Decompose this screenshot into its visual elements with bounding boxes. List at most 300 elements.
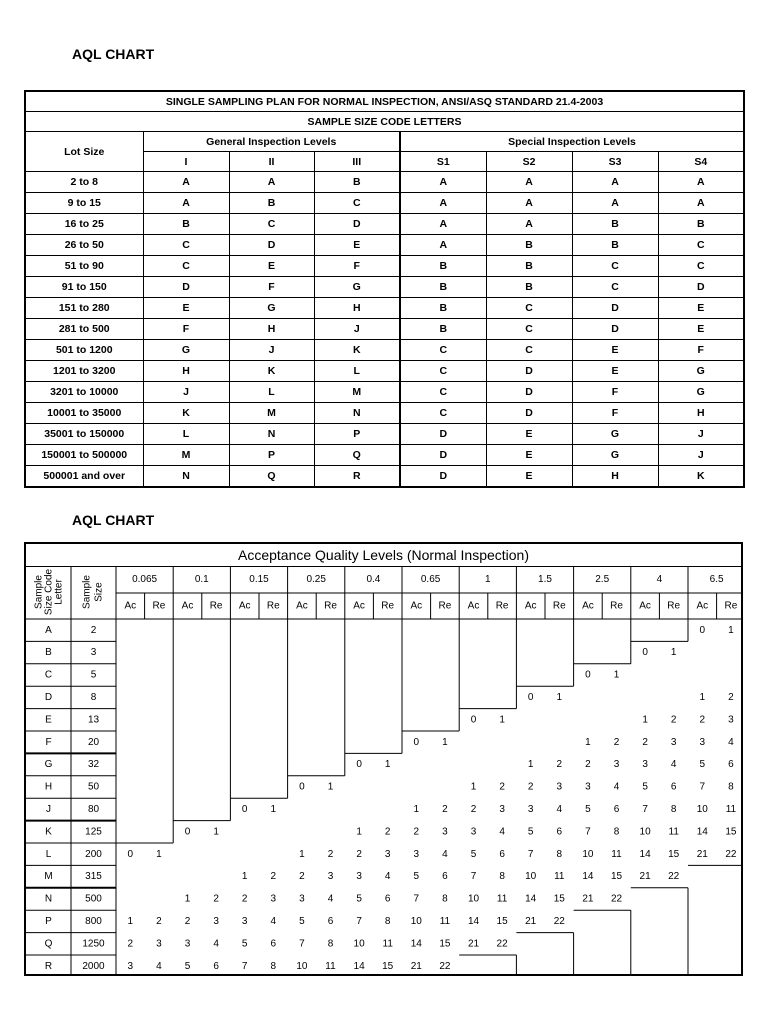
level-header-s3: S3 [572, 152, 658, 172]
code-letter-cell: D [400, 424, 486, 445]
ac-value: 10 [639, 826, 651, 838]
ac-value: 1 [299, 848, 305, 860]
code-letter-cell: A [45, 624, 52, 636]
table-row [25, 424, 744, 445]
table1-title: SINGLE SAMPLING PLAN FOR NORMAL INSPECTION, ANSI/ASQ STANDARD 21.4-2003 [25, 91, 744, 112]
re-value: 4 [670, 759, 677, 771]
re-value: 1 [499, 714, 505, 726]
code-letter-cell: L [229, 382, 314, 403]
code-letter-cell: G [572, 424, 658, 445]
ac-value: 14 [639, 848, 651, 860]
code-letter-cell: H [658, 403, 744, 424]
code-letter-cell: B [314, 172, 400, 193]
ac-header: Ac [696, 600, 709, 612]
sample-size-cell: 315 [85, 871, 102, 883]
re-value: 4 [213, 938, 219, 950]
re-value: 8 [670, 804, 677, 816]
aql-level-header: 2.5 [595, 574, 610, 586]
lot-size-cell: 500001 and over [25, 466, 143, 488]
ac-value: 10 [582, 848, 594, 860]
re-value: 1 [556, 692, 563, 704]
ac-value: 21 [410, 960, 422, 972]
ac-header: Ac [467, 600, 480, 612]
lot-size-cell: 9 to 15 [25, 193, 143, 214]
general-inspection-header: General Inspection Levels [143, 132, 400, 152]
table-row [25, 319, 744, 340]
sample-size-header: Size [93, 582, 105, 602]
ac-value: 0 [356, 759, 362, 771]
code-letter-header: Size Code [43, 568, 55, 616]
re-value: 11 [382, 938, 393, 950]
re-value: 11 [611, 848, 622, 860]
code-letter-cell: G [658, 361, 744, 382]
re-value: 8 [384, 916, 391, 928]
re-header: Re [209, 600, 223, 612]
table-row [25, 445, 744, 466]
code-letter-cell: C [572, 277, 658, 298]
ac-header: Ac [124, 600, 137, 612]
ac-value: 2 [527, 781, 534, 793]
ac-value: 0 [527, 692, 534, 704]
re-header: Re [152, 600, 166, 612]
lot-size-cell: 91 to 150 [25, 277, 143, 298]
ac-value: 7 [527, 848, 534, 860]
re-value: 3 [213, 916, 219, 928]
acceptance-quality-levels-table [24, 542, 743, 976]
code-letter-cell: Q [44, 938, 53, 950]
code-letter-cell: C [486, 319, 572, 340]
ac-value: 10 [525, 871, 537, 883]
code-letter-cell: B [486, 256, 572, 277]
ac-value: 2 [699, 714, 706, 726]
ac-value: 3 [642, 759, 648, 771]
aql-chart-heading-2: AQL CHART [72, 512, 155, 528]
re-value: 6 [270, 938, 277, 950]
code-letter-cell: G [44, 759, 53, 771]
code-letter-cell: H [314, 298, 400, 319]
sample-size-cell: 8 [90, 692, 97, 704]
re-header: Re [495, 600, 509, 612]
code-letter-cell: A [658, 172, 744, 193]
re-value: 4 [728, 736, 734, 748]
ac-value: 3 [527, 804, 534, 816]
ac-header: Ac [410, 600, 423, 612]
code-letter-cell: G [314, 277, 400, 298]
sample-size-cell: 13 [87, 714, 100, 726]
lot-size-cell: 281 to 500 [25, 319, 143, 340]
code-letter-cell: C [486, 298, 572, 319]
sample-size-cell: 20 [87, 736, 100, 748]
table-row [25, 382, 744, 403]
code-letter-cell: L [314, 361, 400, 382]
re-value: 4 [384, 871, 391, 883]
re-value: 15 [725, 826, 737, 838]
code-letter-cell: D [486, 361, 572, 382]
re-value: 4 [327, 893, 334, 905]
code-letter-cell: M [314, 382, 400, 403]
code-letter-cell: F [572, 403, 658, 424]
re-value: 11 [725, 804, 737, 816]
re-value: 3 [384, 848, 391, 860]
code-letter-cell: C [572, 256, 658, 277]
ac-value: 2 [241, 893, 248, 905]
code-letter-cell: E [486, 445, 572, 466]
code-letter-cell: D [486, 382, 572, 403]
ac-value: 10 [353, 938, 365, 950]
ac-value: 5 [241, 938, 248, 950]
ac-value: 5 [184, 960, 191, 972]
ac-value: 0 [241, 804, 248, 816]
code-letter-cell: E [143, 298, 229, 319]
re-value: 1 [613, 669, 620, 681]
aql-level-header: 0.65 [420, 574, 441, 586]
re-value: 15 [553, 893, 565, 905]
re-header: Re [266, 600, 280, 612]
code-letter-cell: D [658, 277, 744, 298]
code-letter-cell: C [400, 340, 486, 361]
ac-value: 5 [356, 893, 362, 905]
lot-size-cell: 1201 to 3200 [25, 361, 143, 382]
ac-value: 1 [356, 826, 362, 838]
ac-value: 21 [467, 938, 480, 950]
code-letter-cell: J [658, 445, 744, 466]
re-value: 1 [442, 736, 448, 748]
code-letter-cell: D [229, 235, 314, 256]
ac-value: 1 [470, 781, 477, 793]
lot-size-cell: 151 to 280 [25, 298, 143, 319]
ac-value: 0 [184, 826, 191, 838]
re-value: 4 [556, 804, 563, 816]
ac-header: Ac [181, 600, 194, 612]
re-value: 3 [499, 804, 505, 816]
code-letter-cell: K [45, 826, 52, 838]
code-letter-cell: H [44, 781, 53, 793]
code-letter-cell: D [572, 298, 658, 319]
code-letter-cell: J [229, 340, 314, 361]
re-value: 3 [728, 714, 734, 726]
aql-level-header: 4 [656, 574, 663, 586]
sample-size-cell: 125 [85, 826, 102, 838]
re-value: 2 [213, 893, 219, 905]
re-value: 11 [554, 871, 565, 883]
code-letter-cell: F [229, 277, 314, 298]
re-value: 2 [499, 781, 505, 793]
aql-level-header: 6.5 [709, 574, 724, 586]
ac-value: 0 [699, 624, 706, 636]
aql-level-header: 0.1 [194, 574, 209, 586]
ac-value: 21 [639, 871, 651, 883]
lot-size-cell: 3201 to 10000 [25, 382, 143, 403]
code-letter-cell: K [229, 361, 314, 382]
aql-level-header: 0.15 [249, 574, 269, 586]
aql-level-header: 0.4 [366, 574, 381, 586]
re-value: 3 [613, 759, 620, 771]
ac-value: 10 [467, 893, 480, 905]
ac-value: 5 [299, 916, 305, 928]
ac-value: 7 [585, 826, 591, 838]
ac-value: 3 [699, 736, 706, 748]
ac-value: 2 [585, 759, 591, 771]
lot-size-cell: 16 to 25 [25, 214, 143, 235]
code-letter-cell: B [143, 214, 229, 235]
table-row [25, 361, 744, 382]
re-header: Re [438, 600, 452, 612]
code-letter-cell: J [314, 319, 400, 340]
aql-grid [26, 544, 741, 974]
re-header: Re [610, 600, 623, 612]
code-letter-cell: D [400, 466, 486, 488]
ac-value: 3 [184, 938, 191, 950]
re-value: 8 [442, 893, 448, 905]
ac-value: 14 [410, 938, 422, 950]
code-letter-cell: P [314, 424, 400, 445]
re-value: 15 [382, 960, 394, 972]
lot-size-cell: 26 to 50 [25, 235, 143, 256]
code-letter-cell: F [658, 340, 744, 361]
level-header-iii: III [314, 152, 400, 172]
code-letter-cell: L [45, 848, 52, 860]
ac-value: 2 [413, 826, 420, 838]
code-letter-cell: P [229, 445, 314, 466]
table-row [25, 235, 744, 256]
re-value: 3 [156, 938, 162, 950]
code-letter-cell: A [143, 172, 229, 193]
lot-size-cell: 35001 to 150000 [25, 424, 143, 445]
code-letter-cell: B [658, 214, 744, 235]
code-letter-cell: Q [229, 466, 314, 488]
code-letter-cell: F [45, 736, 52, 748]
sample-size-cell: 80 [87, 804, 100, 816]
code-letter-cell: E [314, 235, 400, 256]
code-letter-cell: A [400, 214, 486, 235]
code-letter-cell: R [314, 466, 400, 488]
code-letter-cell: E [486, 466, 572, 488]
sample-size-code-letters-table [24, 90, 745, 488]
re-value: 1 [327, 781, 334, 793]
code-letter-cell: B [45, 647, 52, 659]
code-letter-cell: Q [314, 445, 400, 466]
code-letter-cell: D [400, 445, 486, 466]
code-letter-cell: C [400, 403, 486, 424]
sample-size-cell: 1250 [82, 938, 105, 950]
code-letter-cell: M [143, 445, 229, 466]
code-letter-cell: F [572, 382, 658, 403]
re-value: 6 [213, 960, 219, 972]
sample-size-cell: 500 [85, 893, 102, 905]
code-letter-cell: A [143, 193, 229, 214]
code-letter-cell: E [45, 714, 52, 726]
code-letter-cell: N [44, 893, 53, 905]
code-letter-cell: P [45, 916, 52, 928]
re-header: Re [381, 600, 395, 612]
ac-value: 3 [413, 848, 420, 860]
ac-value: 1 [699, 692, 706, 704]
ac-value: 10 [410, 916, 422, 928]
ac-header: Ac [639, 600, 651, 612]
table-row [25, 256, 744, 277]
code-letter-cell: A [486, 214, 572, 235]
sample-size-cell: 50 [87, 781, 100, 793]
code-letter-cell: E [658, 319, 744, 340]
code-letter-cell: C [44, 669, 53, 681]
code-letter-cell: D [314, 214, 400, 235]
re-value: 3 [270, 893, 277, 905]
code-letter-cell: B [400, 277, 486, 298]
re-value: 6 [442, 871, 448, 883]
code-letter-cell: B [229, 193, 314, 214]
code-letter-cell: C [229, 214, 314, 235]
table-row [25, 403, 744, 424]
re-value: 1 [270, 804, 277, 816]
re-value: 4 [499, 826, 505, 838]
code-letter-cell: C [143, 235, 229, 256]
code-letter-cell: B [486, 235, 572, 256]
code-letter-cell: D [572, 319, 658, 340]
code-letter-cell: J [143, 382, 229, 403]
ac-header: Ac [353, 600, 365, 612]
ac-value: 0 [127, 848, 134, 860]
ac-value: 2 [356, 848, 362, 860]
code-letter-cell: B [486, 277, 572, 298]
ac-value: 14 [467, 916, 480, 928]
ac-value: 14 [525, 893, 537, 905]
code-letter-cell: E [658, 298, 744, 319]
code-letter-cell: K [658, 466, 744, 488]
code-letter-cell: A [400, 235, 486, 256]
table1-subtitle: SAMPLE SIZE CODE LETTERS [25, 112, 744, 132]
code-letter-cell: B [400, 298, 486, 319]
ac-value: 21 [525, 916, 537, 928]
code-letter-cell: C [658, 256, 744, 277]
code-letter-cell: B [572, 235, 658, 256]
re-value: 1 [384, 759, 391, 771]
ac-value: 1 [241, 871, 248, 883]
re-value: 1 [156, 848, 162, 860]
re-value: 11 [439, 916, 451, 928]
ac-value: 3 [241, 916, 248, 928]
code-letter-cell: J [658, 424, 744, 445]
ac-header: Ac [238, 600, 251, 612]
sample-size-cell: 200 [85, 848, 102, 860]
re-value: 11 [496, 893, 508, 905]
code-letter-cell: M [44, 871, 53, 883]
code-letter-cell: E [572, 340, 658, 361]
table-row [25, 172, 744, 193]
code-letter-cell: G [229, 298, 314, 319]
ac-value: 5 [585, 804, 591, 816]
aql-chart-heading-1: AQL CHART [72, 46, 155, 62]
ac-value: 7 [356, 916, 362, 928]
re-value: 1 [728, 624, 734, 636]
ac-value: 0 [470, 714, 477, 726]
re-value: 2 [670, 714, 677, 726]
re-header: Re [724, 600, 738, 612]
code-letter-cell: C [143, 256, 229, 277]
sample-size-cell: 5 [90, 669, 97, 681]
re-value: 22 [553, 916, 565, 928]
re-value: 6 [556, 826, 563, 838]
code-letter-cell: G [658, 382, 744, 403]
ac-value: 7 [413, 893, 420, 905]
table-row [25, 214, 744, 235]
ac-value: 7 [470, 871, 477, 883]
ac-value: 14 [582, 871, 594, 883]
ac-value: 2 [127, 938, 134, 950]
code-letter-cell: C [400, 382, 486, 403]
ac-header: Ac [524, 600, 537, 612]
sample-size-cell: 2000 [82, 960, 105, 972]
ac-value: 0 [413, 736, 420, 748]
ac-value: 1 [127, 916, 134, 928]
re-value: 8 [556, 848, 563, 860]
re-value: 8 [327, 938, 334, 950]
re-value: 15 [439, 938, 451, 950]
lot-size-cell: 51 to 90 [25, 256, 143, 277]
re-value: 2 [327, 848, 334, 860]
table-row [25, 277, 744, 298]
code-letter-cell: E [229, 256, 314, 277]
re-value: 1 [670, 647, 677, 659]
code-letter-cell: B [400, 319, 486, 340]
re-value: 11 [325, 960, 336, 972]
table-row [25, 340, 744, 361]
ac-value: 5 [699, 759, 706, 771]
level-header-s2: S2 [486, 152, 572, 172]
lot-size-cell: 2 to 8 [25, 172, 143, 193]
sample-size-cell: 32 [87, 759, 100, 771]
ac-value: 3 [299, 893, 305, 905]
ac-value: 1 [585, 736, 591, 748]
code-letter-cell: R [44, 960, 53, 972]
ac-value: 2 [299, 871, 305, 883]
ac-value: 14 [696, 826, 708, 838]
code-letter-cell: N [229, 424, 314, 445]
ac-value: 1 [642, 714, 648, 726]
re-value: 22 [496, 938, 508, 950]
code-letter-cell: C [400, 361, 486, 382]
code-letter-cell: A [486, 172, 572, 193]
code-letter-cell: G [143, 340, 229, 361]
re-value: 3 [556, 781, 563, 793]
re-value: 8 [613, 826, 620, 838]
code-letter-cell: B [400, 256, 486, 277]
code-letter-cell: B [572, 214, 658, 235]
ac-value: 21 [582, 893, 594, 905]
re-value: 22 [439, 960, 451, 972]
ac-value: 0 [585, 669, 591, 681]
code-letter-cell: G [572, 445, 658, 466]
re-value: 4 [613, 781, 620, 793]
code-letter-cell: M [229, 403, 314, 424]
re-value: 22 [725, 848, 737, 860]
code-letter-cell: C [658, 235, 744, 256]
aql-level-header: 0.065 [132, 574, 158, 586]
code-letter-cell: N [143, 466, 229, 488]
ac-value: 5 [527, 826, 534, 838]
lot-size-header: Lot Size [25, 132, 143, 172]
re-value: 4 [442, 848, 448, 860]
code-letter-cell: H [143, 361, 229, 382]
re-value: 22 [610, 893, 623, 905]
code-letter-cell: A [400, 172, 486, 193]
re-value: 8 [270, 960, 277, 972]
code-letter-cell: D [486, 403, 572, 424]
re-value: 3 [327, 871, 334, 883]
ac-value: 7 [699, 781, 706, 793]
aql-level-header: 1 [485, 574, 491, 586]
code-letter-cell: E [486, 424, 572, 445]
code-letter-cell: E [572, 361, 658, 382]
